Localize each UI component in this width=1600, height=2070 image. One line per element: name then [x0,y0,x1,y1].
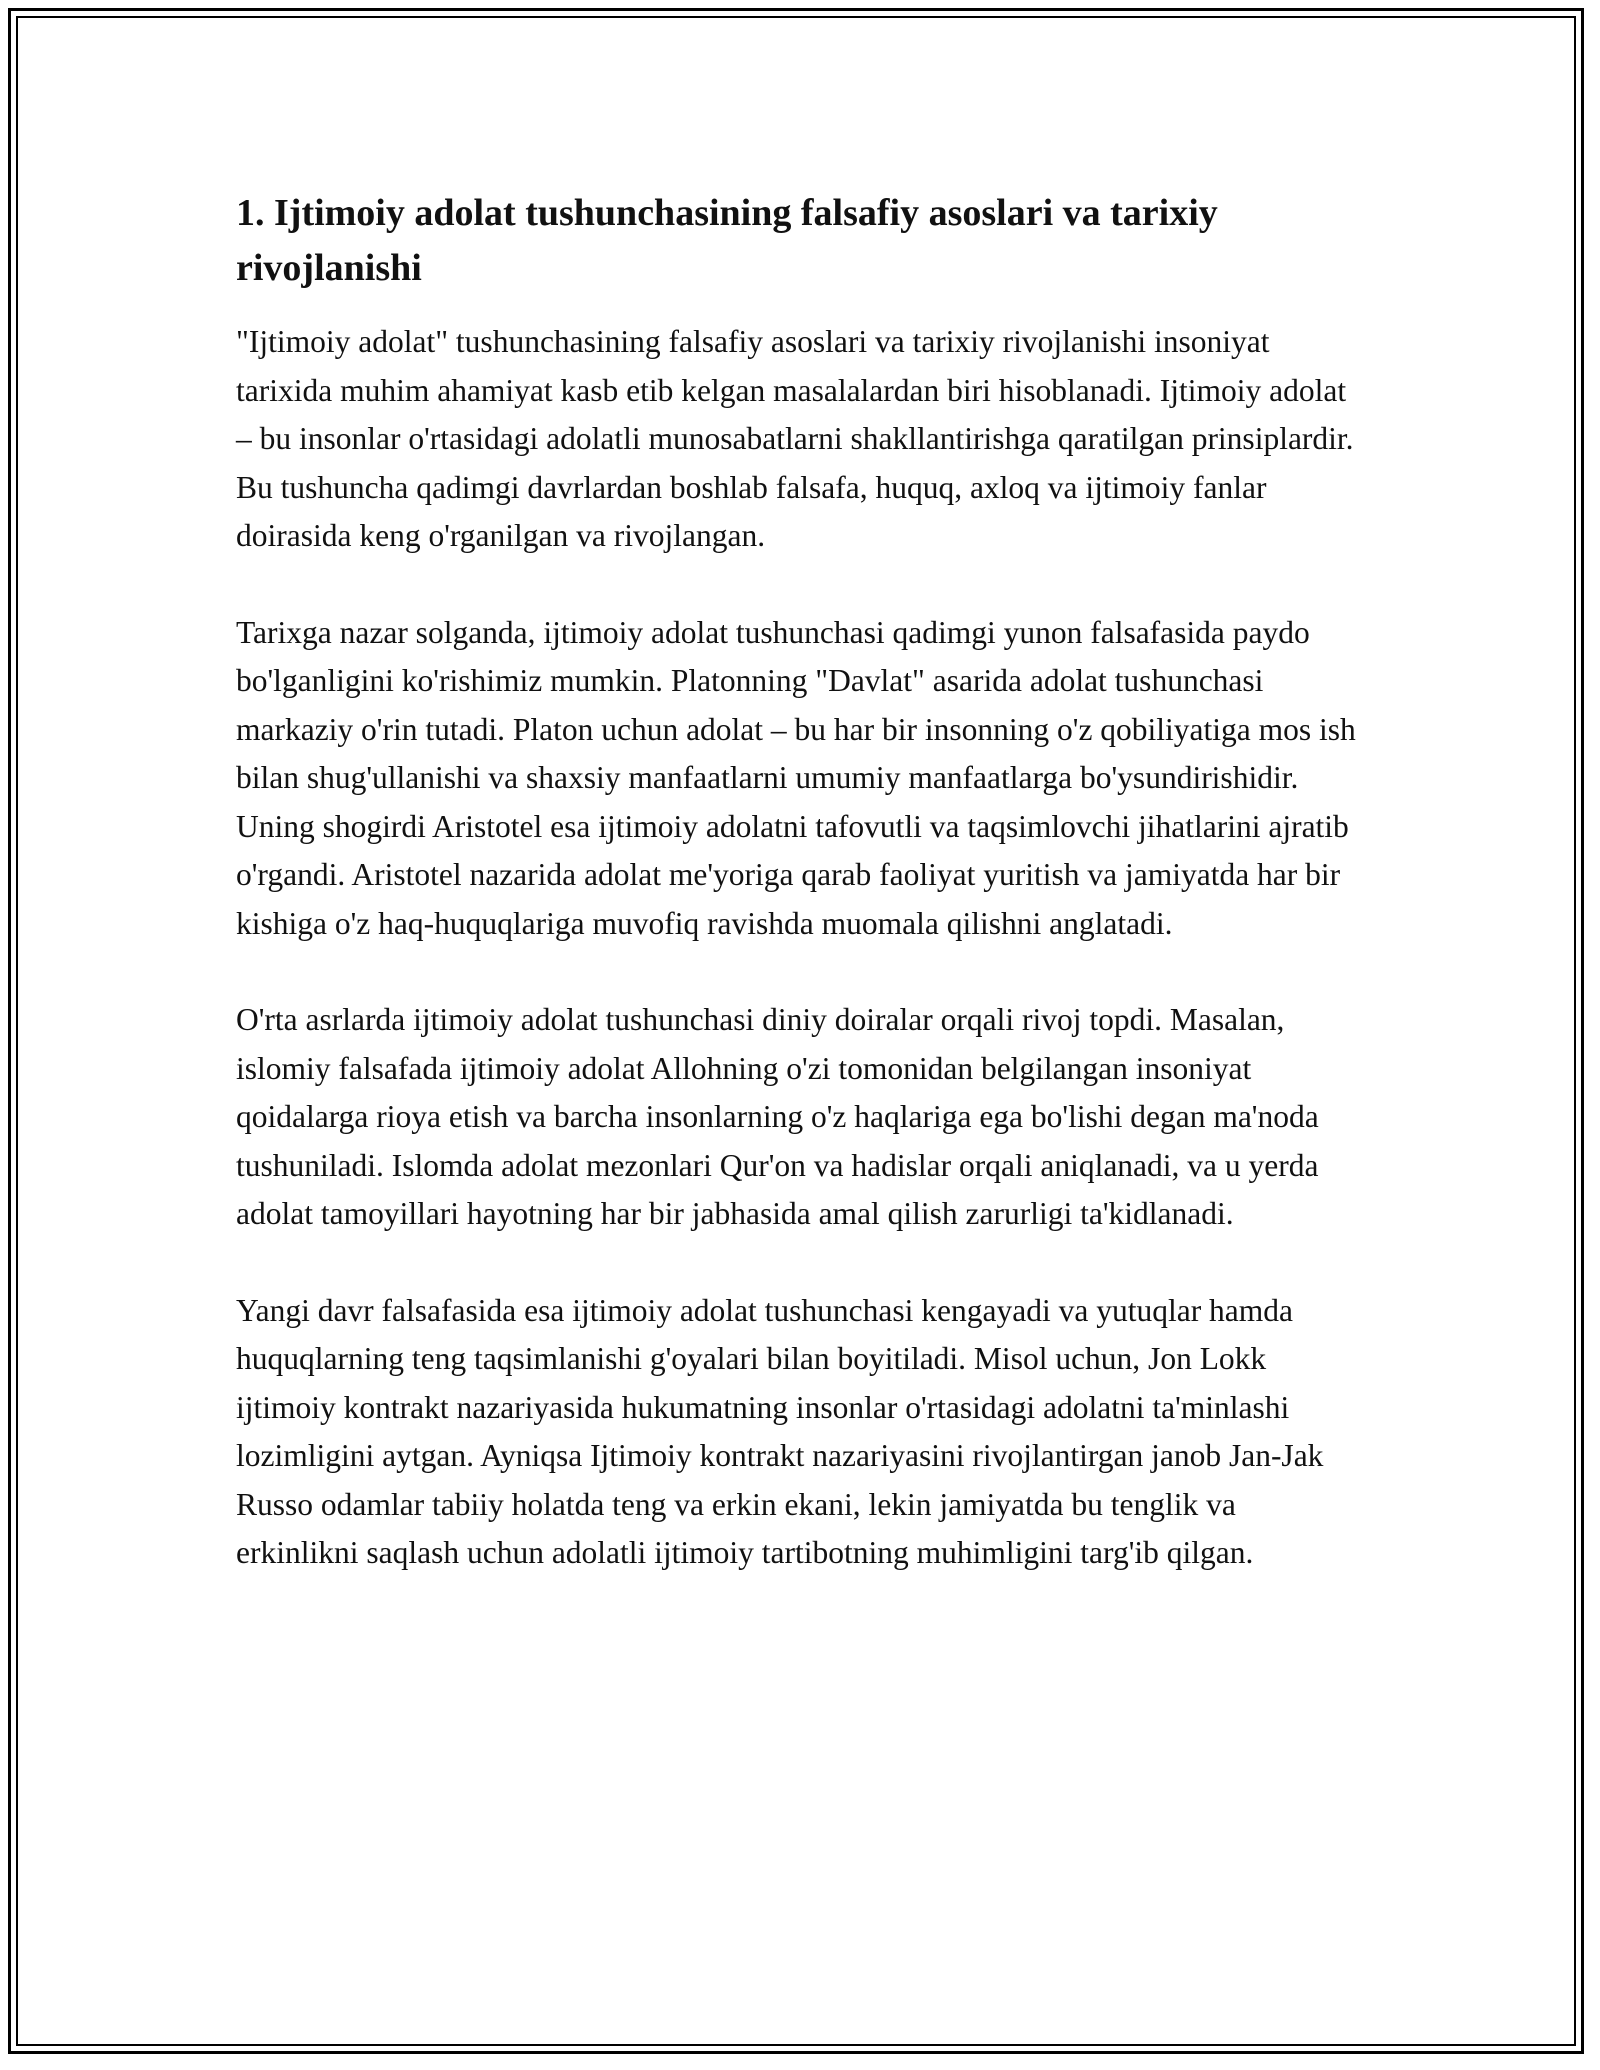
paragraph: O'rta asrlarda ijtimoiy adolat tushunchasi diniy doiralar orqali rivoj topdi. Masalan, islomiy falsafada ijtimoiy adolat Allohning o'zi tomonidan belgilangan insoniyat qoidalarga rioya etish va barcha insonlarning o'z haqlariga ega bo'lishi degan ma'noda tushuniladi. Islomda adolat mezonlari Qur'on va hadislar orqali aniqlanadi, va u yerda adolat tamoyillari hayotning har bir jabhasida amal qilish zarurligi ta'kidlanadi. [236,1002,1319,1231]
document-body [236,186,1366,1626]
paragraph: Yangi davr falsafasida esa ijtimoiy adolat tushunchasi kengayadi va yutuqlar hamda huquqlarning teng taqsimlanishi g'oyalari bilan boyitiladi. Misol uchun, Jon Lokk ijtimoiy kontrakt nazariyasida hukumatning insonlar o'rtasidagi adolatni ta'minlashi lozimligini aytgan. Ayniqsa Ijtimoiy kontrakt nazariyasini rivojlantirgan janob Jan-Jak Russo odamlar tabiiy holatda teng va erkin ekani, lekin jamiyatda bu tenglik va erkinlikni saqlash uchun adolatli ijtimoiy tartibotning muhimligini targ'ib qilgan. [236,1292,1324,1570]
paragraph: "Ijtimoiy adolat" tushunchasining falsafiy asoslari va tarixiy rivojlanishi insoniyat tarixida muhim ahamiyat kasb etib kelgan masalalardan biri hisoblanadi. Ijtimoiy adolat – bu insonlar o'rtasidagi adolatli munosabatlarni shakllantirishga qaratilgan prinsiplardir. Bu tushuncha qadimgi davrlardan boshlab falsafa, huquq, axloq va ijtimoiy fanlar doirasida keng o'rganilgan va rivojlangan. [236,324,1354,553]
section-heading: 1. Ijtimoiy adolat tushunchasining falsafiy asoslari va tarixiy rivojlanishi [236,192,1218,289]
paragraph: Tarixga nazar solganda, ijtimoiy adolat tushunchasi qadimgi yunon falsafasida paydo bo'lganligini ko'rishimiz mumkin. Platonning "Davlat" asarida adolat tushunchasi markaziy o'rin tutadi. Platon uchun adolat – bu har bir insonning o'z qobiliyatiga mos ish bilan shug'ullanishi va shaxsiy manfaatlarni umumiy manfaatlarga bo'ysundirishidir. Uning shogirdi Aristotel esa ijtimoiy adolatni tafovutli va taqsimlovchi jihatlarini ajratib o'rgandi. Aristotel nazarida adolat me'yoriga qarab faoliyat yuritish va jamiyatda har bir kishiga o'z haq-huquqlariga muvofiq ravishda muomala qilishni anglatadi. [236,614,1356,941]
